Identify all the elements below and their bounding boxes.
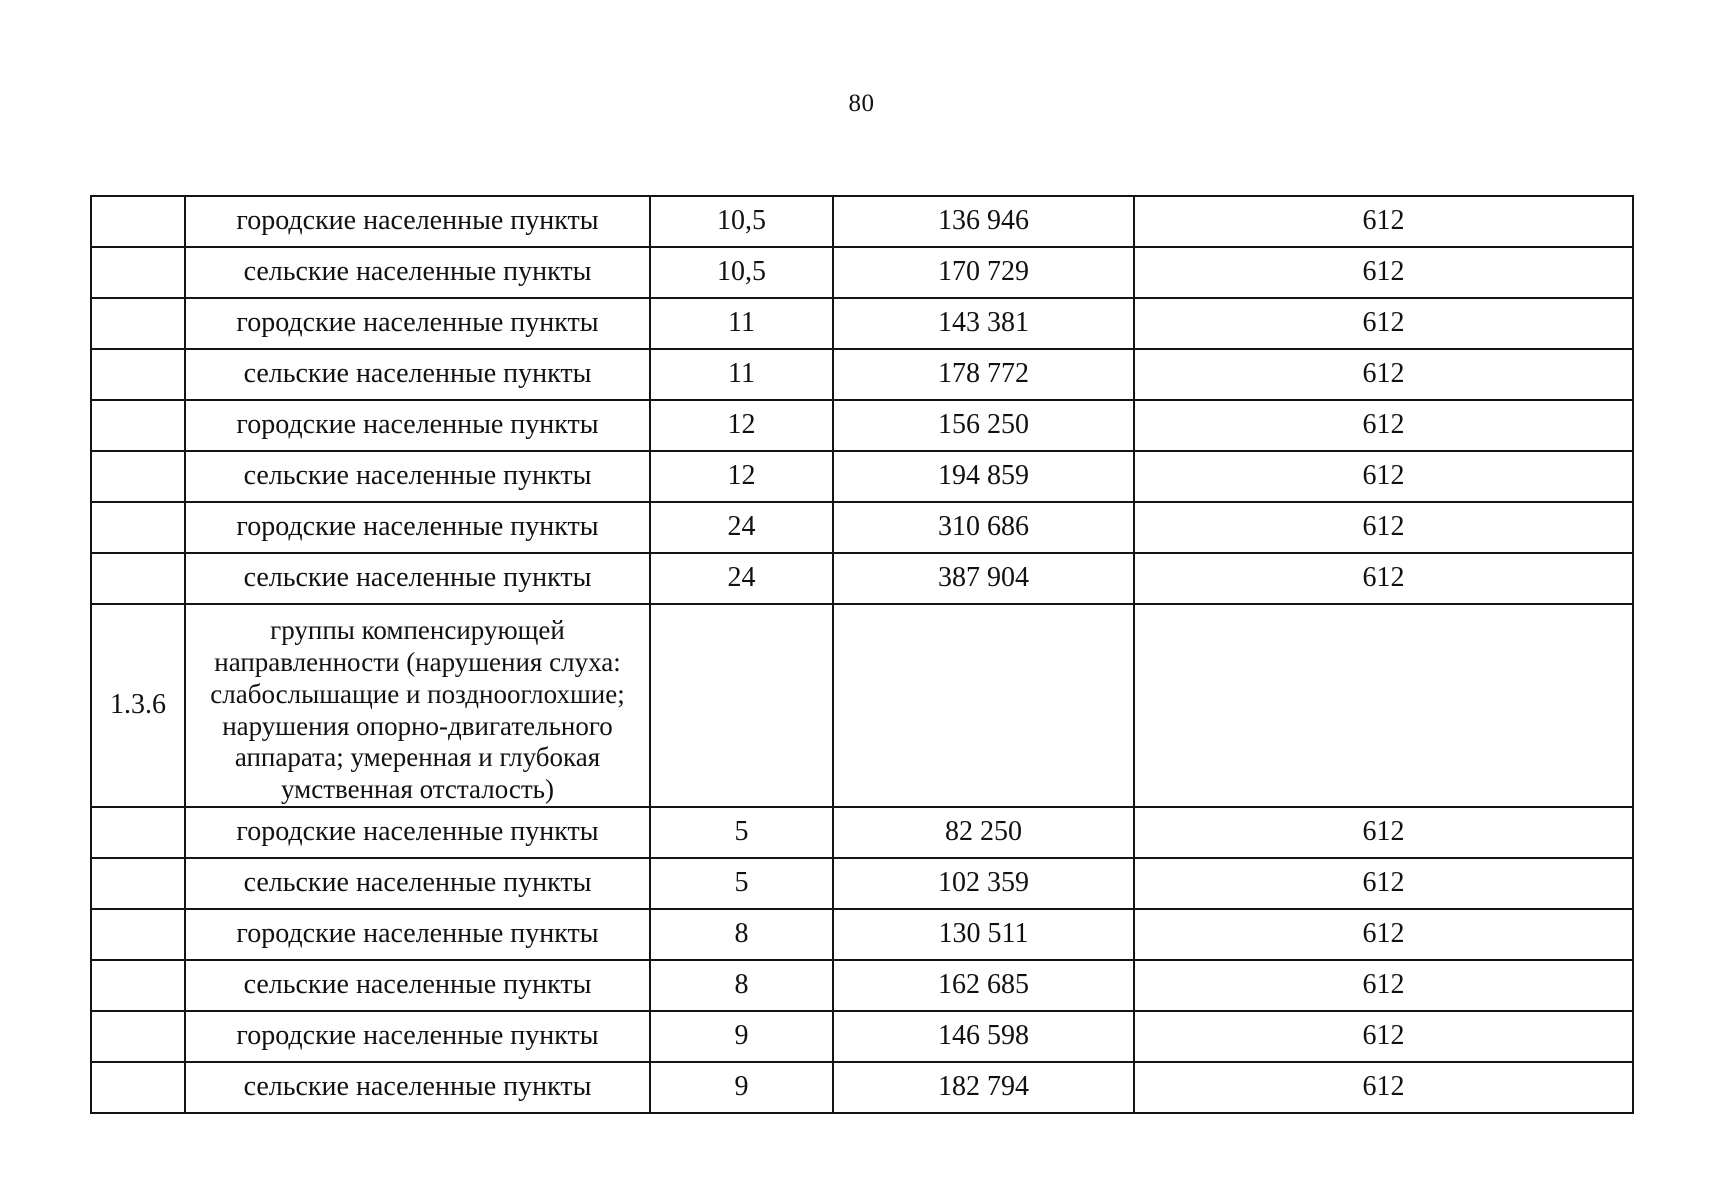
table-row — [91, 349, 1633, 400]
table-row — [91, 807, 1633, 858]
value-c-cell: 612 — [1134, 807, 1633, 858]
value-a-cell: 12 — [650, 400, 833, 451]
table-body-group — [91, 604, 1633, 807]
settlement-type-cell: городские населенные пункты — [185, 196, 650, 247]
value-b-cell: 143 381 — [833, 298, 1134, 349]
row-number-cell — [91, 349, 185, 400]
value-c-cell: 612 — [1134, 553, 1633, 604]
table-row-group — [91, 604, 1633, 807]
settlement-type-cell: городские населенные пункты — [185, 1011, 650, 1062]
value-c-cell: 612 — [1134, 858, 1633, 909]
table-row — [91, 1011, 1633, 1062]
value-b-cell: 182 794 — [833, 1062, 1134, 1113]
section-number: 1.3.6 — [91, 604, 185, 807]
row-number-cell — [91, 960, 185, 1011]
value-b-cell: 194 859 — [833, 451, 1134, 502]
value-c-cell: 612 — [1134, 298, 1633, 349]
row-number-cell — [91, 807, 185, 858]
row-number-cell — [91, 400, 185, 451]
settlement-type-cell: сельские населенные пункты — [185, 960, 650, 1011]
value-c-cell: 612 — [1134, 400, 1633, 451]
row-number-cell — [91, 909, 185, 960]
settlement-type-cell: сельские населенные пункты — [185, 349, 650, 400]
table-row — [91, 960, 1633, 1011]
cell-a — [650, 604, 833, 807]
table-row — [91, 1062, 1633, 1113]
settlement-type-cell: городские населенные пункты — [185, 298, 650, 349]
table-row — [91, 909, 1633, 960]
table-row — [91, 553, 1633, 604]
row-number-cell — [91, 1011, 185, 1062]
value-c-cell: 612 — [1134, 247, 1633, 298]
table-row — [91, 196, 1633, 247]
row-number-cell — [91, 298, 185, 349]
settlement-type-cell: сельские населенные пункты — [185, 451, 650, 502]
value-a-cell: 24 — [650, 502, 833, 553]
value-a-cell: 24 — [650, 553, 833, 604]
row-number-cell — [91, 553, 185, 604]
row-number-cell — [91, 858, 185, 909]
value-b-cell: 170 729 — [833, 247, 1134, 298]
value-b-cell: 162 685 — [833, 960, 1134, 1011]
value-a-cell: 9 — [650, 1062, 833, 1113]
settlement-type-cell: сельские населенные пункты — [185, 1062, 650, 1113]
value-a-cell: 8 — [650, 909, 833, 960]
value-c-cell: 612 — [1134, 502, 1633, 553]
value-a-cell: 11 — [650, 298, 833, 349]
value-a-cell: 5 — [650, 807, 833, 858]
value-b-cell: 156 250 — [833, 400, 1134, 451]
table-row — [91, 451, 1633, 502]
table-row — [91, 400, 1633, 451]
value-b-cell: 136 946 — [833, 196, 1134, 247]
cell-c — [1134, 604, 1633, 807]
settlement-type-cell: сельские населенные пункты — [185, 858, 650, 909]
value-a-cell: 9 — [650, 1011, 833, 1062]
value-c-cell: 612 — [1134, 960, 1633, 1011]
settlement-type-cell: городские населенные пункты — [185, 502, 650, 553]
table-row — [91, 858, 1633, 909]
value-b-cell: 178 772 — [833, 349, 1134, 400]
value-c-cell: 612 — [1134, 349, 1633, 400]
value-c-cell: 612 — [1134, 909, 1633, 960]
settlement-type-cell: городские населенные пункты — [185, 909, 650, 960]
table-body-top — [91, 196, 1633, 604]
value-b-cell: 310 686 — [833, 502, 1134, 553]
table-row — [91, 247, 1633, 298]
value-b-cell: 82 250 — [833, 807, 1134, 858]
row-number-cell — [91, 247, 185, 298]
value-b-cell: 102 359 — [833, 858, 1134, 909]
value-c-cell: 612 — [1134, 196, 1633, 247]
settlement-type-cell: городские населенные пункты — [185, 400, 650, 451]
value-b-cell: 387 904 — [833, 553, 1134, 604]
row-number-cell — [91, 451, 185, 502]
value-a-cell: 11 — [650, 349, 833, 400]
table-row — [91, 298, 1633, 349]
row-number-cell — [91, 502, 185, 553]
value-a-cell: 10,5 — [650, 247, 833, 298]
settlement-type-cell: сельские населенные пункты — [185, 553, 650, 604]
page-number: 80 — [848, 90, 875, 117]
row-number-cell — [91, 196, 185, 247]
value-c-cell: 612 — [1134, 1062, 1633, 1113]
value-a-cell: 8 — [650, 960, 833, 1011]
table-body-bottom — [91, 807, 1633, 1113]
row-number-cell — [91, 1062, 185, 1113]
settlement-type-cell: городские населенные пункты — [185, 807, 650, 858]
group-description: группы компенсирующей направленности (нарушения слуха: слабослышащие и позднооглохшие; нарушения опорно-двигательного аппарата; умеренная и глубокая умственная отсталость) — [185, 604, 650, 807]
settlement-type-cell: сельские населенные пункты — [185, 247, 650, 298]
value-b-cell: 146 598 — [833, 1011, 1134, 1062]
value-a-cell: 12 — [650, 451, 833, 502]
value-c-cell: 612 — [1134, 1011, 1633, 1062]
table-row — [91, 502, 1633, 553]
value-b-cell: 130 511 — [833, 909, 1134, 960]
value-c-cell: 612 — [1134, 451, 1633, 502]
cell-b — [833, 604, 1134, 807]
value-a-cell: 5 — [650, 858, 833, 909]
value-a-cell: 10,5 — [650, 196, 833, 247]
tariff-table — [90, 195, 1634, 1114]
